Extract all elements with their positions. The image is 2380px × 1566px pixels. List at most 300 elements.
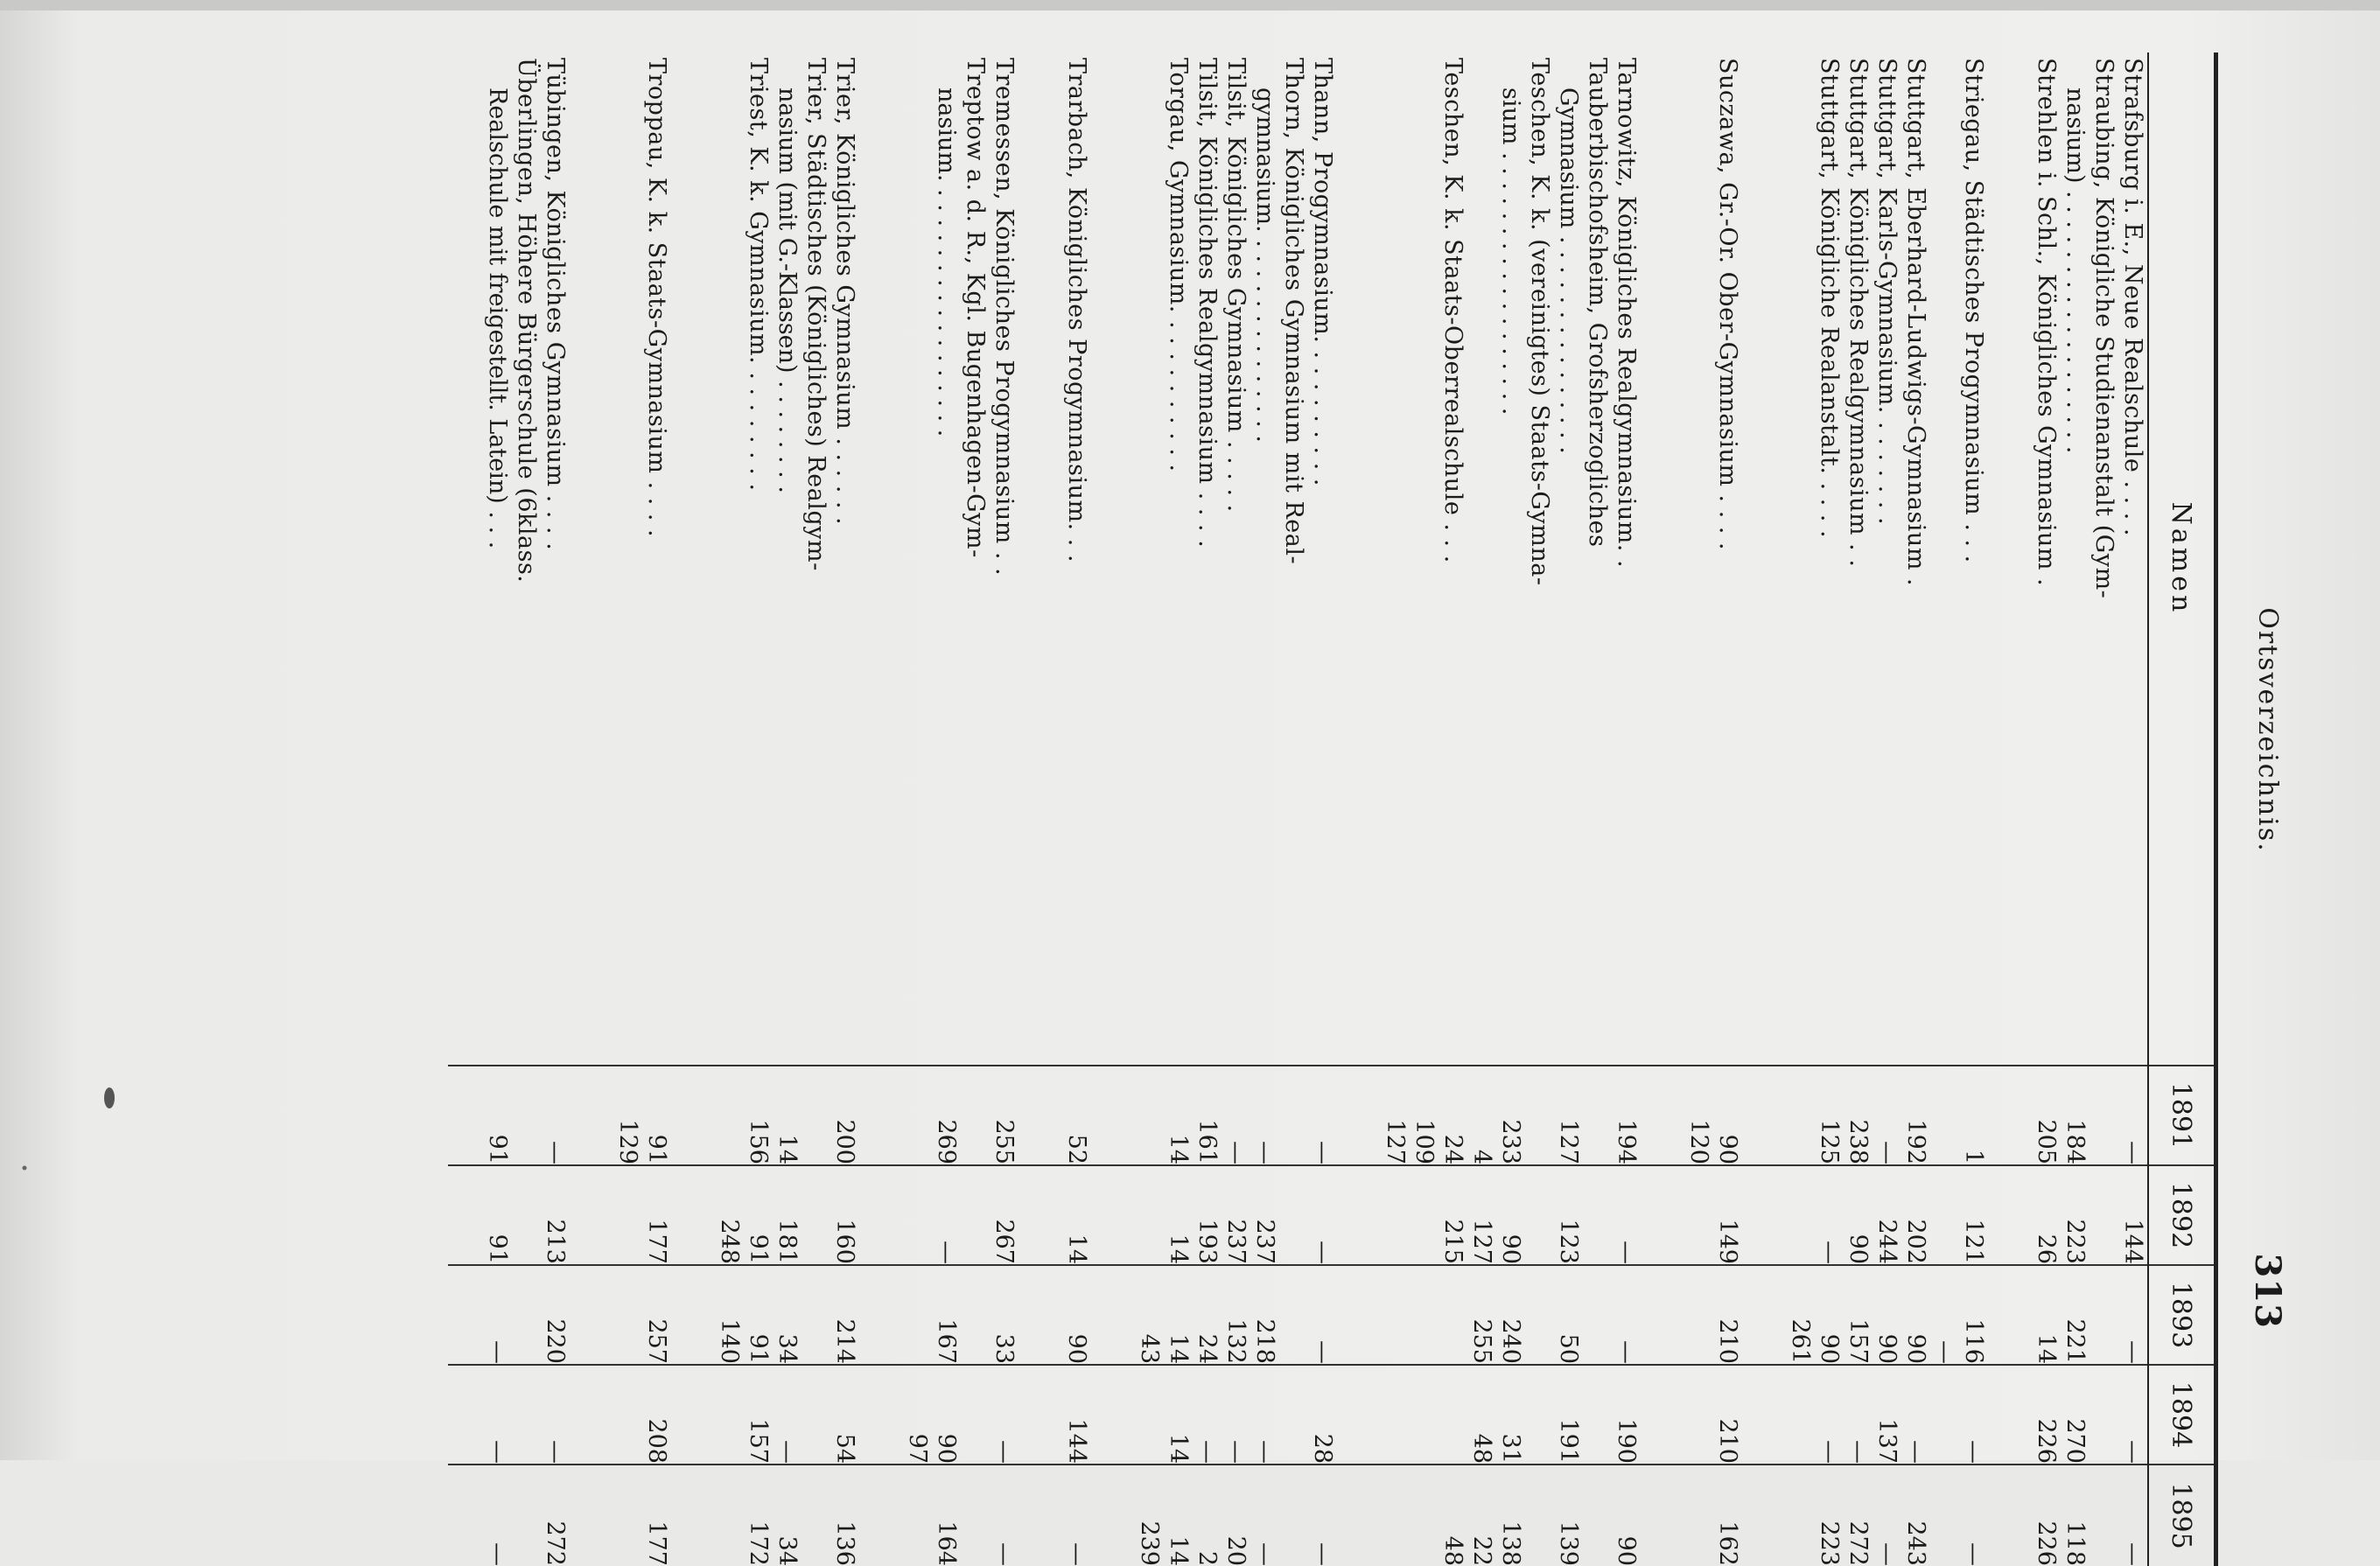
table-row	[613, 52, 671, 1566]
table-header-row	[2148, 52, 2216, 1566]
value-cell-1894	[613, 1365, 671, 1465]
value: 255	[1468, 1318, 1495, 1364]
value-cell-1894	[903, 1365, 990, 1465]
value-cell-1895	[773, 1465, 830, 1566]
value: 233	[1497, 1119, 1524, 1164]
spacer-cell	[859, 1265, 903, 1365]
value	[802, 1166, 830, 1264]
value	[1525, 1266, 1554, 1364]
row-spacer	[1641, 52, 1684, 1566]
value: 33	[990, 1333, 1018, 1364]
place-name-cell	[1844, 52, 1872, 1066]
value-cell-1894	[830, 1365, 859, 1465]
place-name: Strafsburg i. E., Neue Realschule . . . .	[2119, 58, 2146, 537]
row-spacer	[671, 52, 715, 1566]
value: 237	[1222, 1219, 1250, 1264]
value: 14	[1165, 1433, 1192, 1464]
value-cell-1894	[1684, 1365, 1742, 1465]
value	[2090, 1166, 2118, 1264]
value: 226	[2033, 1418, 2060, 1464]
place-name: Thann, Progymnasium. . . . . . . . . .	[1309, 58, 1336, 486]
spacer-cell	[1337, 52, 1381, 1066]
value: 194	[1613, 1119, 1640, 1164]
value	[1525, 1366, 1554, 1464]
value: 160	[831, 1219, 858, 1264]
place-name: Trier, Städtisches (Königliches) Realgym-	[802, 58, 830, 571]
spacer-cell	[1337, 1465, 1381, 1566]
value-cell-1893	[903, 1265, 990, 1365]
value-cell-1894	[1467, 1365, 1554, 1465]
value: 116	[1960, 1318, 1987, 1364]
value: 177	[643, 1521, 670, 1566]
spacer-cell	[671, 1265, 715, 1365]
value: 90	[933, 1433, 960, 1464]
header-1891: 1891	[2148, 1066, 2216, 1165]
value-cell-1893	[541, 1265, 570, 1365]
place-name-cell	[2032, 52, 2061, 1066]
table-row	[990, 52, 1018, 1566]
place-name: Trarbach, Königliches Progymnasium. . .	[1063, 58, 1090, 563]
value: —	[1222, 1141, 1250, 1164]
value: 144	[1063, 1418, 1090, 1464]
value-cell-1892	[1135, 1165, 1193, 1265]
value-cell-1892	[483, 1165, 541, 1265]
value-cell-1894	[1193, 1365, 1222, 1465]
place-name-cell	[1872, 52, 1901, 1066]
value-cell-1895	[1612, 1465, 1641, 1566]
value: 43	[1136, 1333, 1163, 1364]
value: 257	[643, 1318, 670, 1364]
table-row	[903, 52, 990, 1566]
value-cell-1891	[1193, 1066, 1222, 1165]
value-cell-1891	[541, 1066, 570, 1165]
value: 90	[1902, 1333, 1929, 1364]
value: 2	[1194, 1550, 1221, 1566]
value-cell-1891	[1250, 1066, 1308, 1165]
value: 213	[542, 1219, 569, 1264]
value: 91	[745, 1333, 772, 1364]
value-cell-1894	[1554, 1365, 1612, 1465]
value: —	[542, 1440, 569, 1464]
spacer-cell	[1091, 1365, 1135, 1465]
value-cell-1892	[1193, 1165, 1222, 1265]
value-cell-1892	[1222, 1165, 1250, 1265]
value: 90	[1613, 1535, 1640, 1566]
value-cell-1895	[1930, 1465, 1988, 1566]
value: 269	[933, 1119, 960, 1164]
value-cell-1892	[2032, 1165, 2061, 1265]
value: —	[484, 1340, 511, 1364]
value-cell-1895	[1554, 1465, 1612, 1566]
value-cell-1894	[773, 1365, 830, 1465]
value: 91	[484, 1134, 511, 1164]
value: 129	[614, 1119, 641, 1164]
value-cell-1892	[1308, 1165, 1337, 1265]
place-name-continuation: Gymnasium . . . . . . . . . . . . . . .	[1555, 87, 1582, 454]
value-cell-1895	[1062, 1465, 1091, 1566]
value: 205	[2033, 1119, 2060, 1164]
spacer-cell	[570, 1165, 613, 1265]
value-cell-1895	[1250, 1465, 1308, 1566]
spacer-cell	[1988, 1465, 2032, 1566]
running-title: Ortsverzeichnis.	[2252, 607, 2283, 853]
value-cell-1894	[1222, 1365, 1250, 1465]
value-cell-1894	[1930, 1365, 1988, 1465]
place-name: Strehlen i. Schl., Königliches Gymnasium .	[2033, 58, 2060, 587]
value: 208	[643, 1418, 670, 1464]
value-cell-1894	[1250, 1365, 1308, 1465]
spacer-cell	[1641, 1465, 1684, 1566]
value-cell-1893	[1308, 1265, 1337, 1365]
value: 218	[1251, 1318, 1278, 1364]
value: 132	[1222, 1318, 1250, 1364]
spacer-cell	[1641, 1265, 1684, 1365]
value-cell-1894	[1308, 1365, 1337, 1465]
value-cell-1892	[1381, 1165, 1467, 1265]
value-cell-1893	[1872, 1265, 1901, 1365]
spacer-cell	[1018, 1465, 1062, 1566]
value	[512, 1366, 541, 1464]
place-name-cell	[1901, 52, 1930, 1066]
place-name-cell	[1062, 52, 1091, 1066]
value: 190	[1613, 1418, 1640, 1464]
value: 34	[774, 1333, 801, 1364]
value-cell-1891	[2061, 1066, 2118, 1165]
value-cell-1893	[1250, 1265, 1308, 1365]
value	[1438, 1266, 1467, 1364]
table-row	[1930, 52, 1988, 1566]
place-name-cell	[715, 52, 773, 1066]
value-cell-1892	[903, 1165, 990, 1265]
value: 237	[1251, 1219, 1278, 1264]
value	[512, 1465, 541, 1566]
value: 123	[1555, 1219, 1582, 1264]
value	[1583, 1066, 1612, 1164]
place-name-cell	[1308, 52, 1337, 1066]
value: 162	[1714, 1521, 1741, 1566]
value	[961, 1066, 990, 1164]
place-name-cell	[773, 52, 830, 1066]
value: —	[2119, 1340, 2146, 1364]
value: 138	[1497, 1521, 1524, 1566]
value-cell-1892	[1612, 1165, 1641, 1265]
value-cell-1891	[773, 1066, 830, 1165]
value: 90	[1844, 1234, 1872, 1264]
place-name-cell	[830, 52, 859, 1066]
place-name: Triest, K. k. Gymnasium. . . . . . . . .	[745, 58, 772, 492]
value: —	[1251, 1542, 1278, 1566]
value: —	[1873, 1141, 1900, 1164]
place-name: Straubing, Königliche Studienanstalt (Gym-	[2090, 58, 2118, 599]
value-cell-1895	[830, 1465, 859, 1566]
table-row	[1193, 52, 1222, 1566]
value: 177	[643, 1219, 670, 1264]
table-row	[541, 52, 570, 1566]
value: 261	[1787, 1318, 1814, 1364]
spacer-cell	[1018, 1165, 1062, 1265]
value: 226	[2033, 1521, 2060, 1566]
table-row	[2118, 52, 2148, 1566]
place-name: Tremessen, Königliches Progymnasium . .	[990, 58, 1018, 577]
value: 90	[1714, 1134, 1741, 1164]
place-name-cell	[1381, 52, 1467, 1066]
value	[961, 1166, 990, 1264]
value-cell-1892	[830, 1165, 859, 1265]
value	[1438, 1366, 1467, 1464]
place-name: Treptow a. d. R., Kgl. Bugenhagen-Gym-	[962, 58, 989, 558]
spacer-cell	[1988, 1365, 2032, 1465]
value: —	[774, 1440, 801, 1464]
row-spacer	[1018, 52, 1062, 1566]
spacer-cell	[1091, 52, 1135, 1066]
value	[2090, 1366, 2118, 1464]
value-cell-1894	[715, 1365, 773, 1465]
value: —	[1613, 1340, 1640, 1364]
value: —	[933, 1241, 960, 1264]
table-row	[1222, 52, 1250, 1566]
spacer-cell	[1988, 1066, 2032, 1165]
value-cell-1893	[1135, 1265, 1193, 1365]
value-cell-1893	[715, 1265, 773, 1365]
spacer-cell	[570, 1066, 613, 1165]
value: 14	[1165, 1535, 1192, 1566]
value: 120	[1685, 1119, 1712, 1164]
place-name: Teschen, K. k. Staats-Oberrealschule . . .	[1439, 58, 1466, 563]
value: —	[1844, 1440, 1872, 1464]
spacer-cell	[1091, 1165, 1135, 1265]
value-cell-1894	[541, 1365, 570, 1465]
value: —	[1309, 1542, 1336, 1566]
value: 181	[774, 1219, 801, 1264]
place-name: Teschen, K. k. (vereinigtes) Staats-Gymna-	[1526, 58, 1553, 586]
value-cell-1891	[483, 1066, 541, 1165]
value-cell-1892	[2118, 1165, 2148, 1265]
value: 202	[1902, 1219, 1929, 1264]
spacer-cell	[1742, 1165, 1786, 1265]
place-name-cell	[1250, 52, 1308, 1066]
value-cell-1894	[1786, 1365, 1844, 1465]
value-cell-1895	[1135, 1465, 1193, 1566]
table-row	[2061, 52, 2118, 1566]
place-name: Torgau, Gymnasium. . . . . . . . . . .	[1165, 58, 1192, 472]
value: 54	[831, 1433, 858, 1464]
place-name-cell	[903, 52, 990, 1066]
value: 156	[745, 1119, 772, 1164]
value: —	[2119, 1542, 2146, 1566]
value: 255	[990, 1119, 1018, 1164]
value-cell-1895	[1872, 1465, 1901, 1566]
table-row	[1844, 52, 1872, 1566]
value-cell-1891	[1872, 1066, 1901, 1165]
value-cell-1892	[1554, 1165, 1612, 1265]
value: —	[1251, 1141, 1278, 1164]
value: 200	[831, 1119, 858, 1164]
place-name-cell	[1612, 52, 1641, 1066]
spacer-cell	[1641, 1365, 1684, 1465]
place-name: Trier, Königliches Gymnasium . . . . . .	[831, 58, 858, 526]
value-cell-1895	[1901, 1465, 1930, 1566]
value: 91	[484, 1234, 511, 1264]
spacer-cell	[448, 1365, 483, 1465]
spacer-cell	[671, 1365, 715, 1465]
place-name-cell	[541, 52, 570, 1066]
spacer-cell	[1742, 1265, 1786, 1365]
value-cell-1895	[903, 1465, 990, 1566]
value: —	[1309, 1340, 1336, 1364]
place-name: Thorn, Königliches Gymnasium mit Real-	[1280, 58, 1307, 565]
value-cell-1894	[990, 1365, 1018, 1465]
value	[2090, 1066, 2118, 1164]
spacer-cell	[570, 1465, 613, 1566]
value: 48	[1439, 1535, 1466, 1566]
value-cell-1895	[1222, 1465, 1250, 1566]
value: —	[1873, 1542, 1900, 1566]
place-name: Überlingen, Höhere Bürgerschule (6klass.	[513, 58, 540, 584]
value-cell-1895	[1844, 1465, 1872, 1566]
spacer-cell	[1988, 1165, 2032, 1265]
spacer-cell	[1091, 1265, 1135, 1365]
value-cell-1893	[483, 1265, 541, 1365]
header-1895: 1895	[2148, 1465, 2216, 1566]
value-cell-1894	[1612, 1365, 1641, 1465]
place-index-table	[448, 52, 2218, 1566]
value	[512, 1066, 541, 1164]
row-spacer	[570, 52, 613, 1566]
value: 157	[745, 1418, 772, 1464]
value: 1	[1960, 1149, 1987, 1164]
table-row	[1554, 52, 1612, 1566]
value-cell-1891	[1786, 1066, 1844, 1165]
value-cell-1891	[903, 1066, 990, 1165]
value-cell-1891	[1901, 1066, 1930, 1165]
value-cell-1891	[613, 1066, 671, 1165]
place-name-continuation: Realschule mit freigestellt. Latein) . . .	[484, 87, 511, 549]
value: 90	[1497, 1234, 1524, 1264]
spacer-cell	[1337, 1165, 1381, 1265]
value: 172	[745, 1521, 772, 1566]
place-name-cell	[1135, 52, 1193, 1066]
value: 214	[831, 1318, 858, 1364]
spacer-cell	[671, 1165, 715, 1265]
value-cell-1891	[1062, 1066, 1091, 1165]
spacer-cell	[859, 1066, 903, 1165]
value: 243	[1902, 1521, 1929, 1566]
spacer-cell	[1337, 1265, 1381, 1365]
spacer-cell	[448, 52, 483, 1066]
page-number: 313	[2247, 1253, 2288, 1329]
spacer-cell	[570, 52, 613, 1066]
value: —	[1222, 1440, 1250, 1464]
value	[512, 1166, 541, 1264]
value: 238	[1844, 1119, 1872, 1164]
place-name-continuation: nasium) . . . . . . . . . . . . . . . . . .	[2062, 87, 2089, 454]
value-cell-1893	[1381, 1265, 1467, 1365]
value: 127	[1382, 1119, 1409, 1164]
place-name: Tarnowitz, Königliches Realgymnasium. .	[1613, 58, 1640, 569]
place-name: Tauberbischofsheim, Grofsherzogliches	[1584, 58, 1611, 548]
spacer-cell	[1337, 1365, 1381, 1465]
value: —	[1960, 1440, 1987, 1464]
value-cell-1891	[1554, 1066, 1612, 1165]
value-cell-1891	[1844, 1066, 1872, 1165]
spacer-cell	[671, 1465, 715, 1566]
spacer-cell	[1988, 52, 2032, 1066]
value-cell-1895	[1193, 1465, 1222, 1566]
place-name: Tilsit, Königliches Realgymnasium . . . .	[1194, 58, 1221, 549]
value-cell-1893	[1930, 1265, 1988, 1365]
value: 4	[1468, 1149, 1495, 1164]
value-cell-1894	[2061, 1365, 2118, 1465]
value-cell-1892	[1872, 1165, 1901, 1265]
value: —	[1194, 1440, 1221, 1464]
value: 167	[933, 1318, 960, 1364]
value-cell-1893	[2061, 1265, 2118, 1365]
table-row	[1135, 52, 1193, 1566]
value-cell-1892	[1786, 1165, 1844, 1265]
place-name: Tilsit, Königliches Gymnasium . . . . .	[1222, 58, 1250, 513]
value	[961, 1366, 990, 1464]
value-cell-1895	[2032, 1465, 2061, 1566]
table-row	[483, 52, 541, 1566]
value-cell-1891	[1308, 1066, 1337, 1165]
value-cell-1893	[1062, 1265, 1091, 1365]
value: —	[1613, 1241, 1640, 1264]
value: 215	[1439, 1219, 1466, 1264]
value: 26	[2033, 1234, 2060, 1264]
place-name-cell	[1930, 52, 1988, 1066]
place-name-cell	[613, 52, 671, 1066]
value-cell-1891	[990, 1066, 1018, 1165]
value	[802, 1366, 830, 1464]
spacer-cell	[1641, 1165, 1684, 1265]
place-name: Stuttgart, Karls-Gymnasium. . . . . . . .	[1873, 58, 1900, 526]
value: 90	[1816, 1333, 1843, 1364]
value-cell-1891	[1930, 1066, 1988, 1165]
spacer-cell	[1742, 1066, 1786, 1165]
value: 52	[1063, 1134, 1090, 1164]
value	[1279, 1266, 1308, 1364]
spacer-cell	[1091, 1066, 1135, 1165]
spacer-cell	[1641, 1066, 1684, 1165]
value-cell-1892	[2061, 1165, 2118, 1265]
value	[1525, 1166, 1554, 1264]
spacer-cell	[1742, 1465, 1786, 1566]
place-name: Stuttgart, Eberhard-Ludwigs-Gymnasium .	[1902, 58, 1929, 587]
value-cell-1892	[1684, 1165, 1742, 1265]
value-cell-1892	[541, 1165, 570, 1265]
value-cell-1894	[1901, 1365, 1930, 1465]
value-cell-1894	[1872, 1365, 1901, 1465]
value: 272	[1844, 1521, 1872, 1566]
value: —	[1816, 1440, 1843, 1464]
value-cell-1893	[773, 1265, 830, 1365]
value-cell-1895	[1308, 1465, 1337, 1566]
value: 193	[1194, 1219, 1221, 1264]
table-row	[1062, 52, 1091, 1566]
value	[512, 1266, 541, 1364]
value: 109	[1410, 1119, 1438, 1164]
value-cell-1893	[2118, 1265, 2148, 1365]
value-cell-1895	[2118, 1465, 2148, 1566]
value: —	[1309, 1241, 1336, 1264]
value: 14	[1063, 1234, 1090, 1264]
value: 184	[2062, 1119, 2089, 1164]
value-cell-1891	[2032, 1066, 2061, 1165]
value-cell-1891	[715, 1066, 773, 1165]
value: 24	[1439, 1134, 1466, 1164]
value: 191	[1555, 1418, 1582, 1464]
spacer-cell	[448, 1165, 483, 1265]
